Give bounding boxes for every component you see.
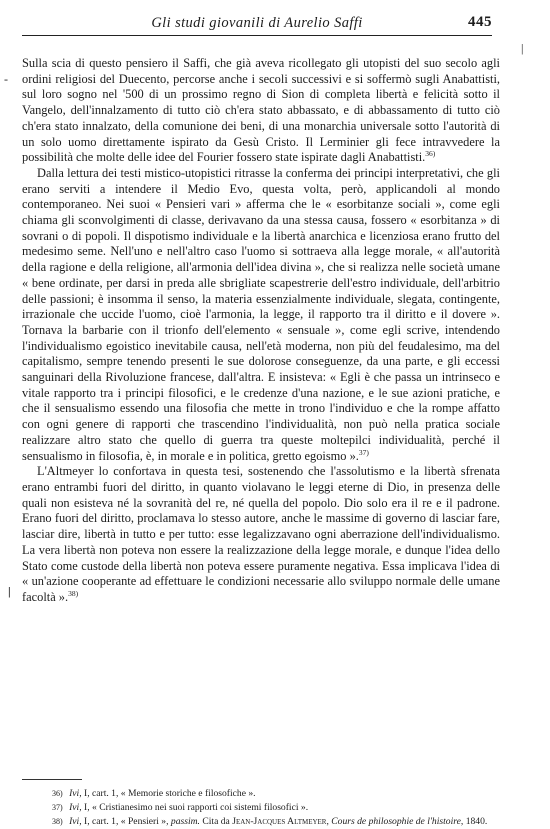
footnote-text: I, cart. 1, « Pensieri », bbox=[84, 816, 169, 827]
footnote-source: Ivi, bbox=[69, 802, 82, 813]
paragraph-1-text: Sulla scia di questo pensiero il Saffi, che già aveva ricollegato gli utopisti del suo secolo agli ordini religiosi del Duecento, percorse anche i secoli successivi e si soffermò sugli Anabattisti, sul loro sogno nel '500 di un prossimo regno di Sion di completa libertà e felicità sotto il Vangelo, dell'innalzamento di tutto ciò ch'era stato abbassato, e di abbassamento di tutto ciò ch'era stato innalzato, della comunione dei beni, di una monarchia universale sotto l'autorità di un solo uomo direttamente ispirato da Gesù Cristo. Il Lerminier gli fece intravvedere la possibilità che molte delle idee del Fourier fossero state ispirate dagli Anabattisti. bbox=[22, 56, 500, 165]
page-number: 445 bbox=[468, 14, 492, 30]
footnotes bbox=[22, 787, 500, 829]
paragraph-2-text: Dalla lettura dei testi mistico-utopistici ritrasse la conferma dei principi interpretativi, che gli erano serviti a intendere il Medio Evo, questa volta, però, applicandoli al mondo contemporaneo. Nei suoi « Pensieri vari » afferma che le « esorbitanze sociali », come egli chiama gli sconvolgimenti di classe, derivavano da una stessa causa, fossero « esorbitanza » di sovrani o di popoli. Il dispotismo individuale e la libertà anarchica e licenziosa erano frutto del medesimo seme. Nell'uno e nell'altro caso l'uomo si sottraeva alla legge morale, « all'autorità della ragione e della religione, all'armonia dell'idea divina », che si realizza nelle società umane « bene ordinate, per darsi in preda alle sbrigliate scapestrerie dell'estro individuale, dell'arbitrio delle passioni; è insomma il senso, la materia essenzialmente individuale, slegata, contingente, irrazionale che uccide l'uomo, cioè l'armonia, la legge, il rapporto tra il diritto e il dovere ». Tornava la barbarie con il trionfo dell'elemento « sensuale », come egli scrive, intendendo l'individualismo egoistico inevitabile causa, nell'età moderna, non più del feudalesimo, ma del capitalismo, sempre tenendo presenti le sue dolorose conseguenze, da una parte, e gli eccessi sanguinari della Rivoluzione francese, dall'altra. E insisteva: « Egli è che passa un intrinseco e vitale rapporto tra i principi filosofici, e le credenze d'una nazione, e le sue azioni pratiche, e che il sensualismo essendo una filosofia che mette in trono l'individuo e che la rompe affatto con ogni genere di rapporti che trascendino l'individualità, non può nella pratica sociale realizzare altro stato che quello di guerra tra queste moltepilci individualità, perché il sensualismo in filosofia, è, in morale e in politica, gretto egoismo ». bbox=[22, 165, 500, 463]
footnote-text: I, cart. 1, « Memorie storiche e filosofiche ». bbox=[84, 788, 256, 799]
footnote-cita: Cita da bbox=[202, 816, 230, 827]
footnote-source: Ivi, bbox=[69, 816, 82, 827]
paragraph-2 bbox=[22, 166, 500, 464]
footnote-ref-37[interactable]: 37) bbox=[358, 447, 369, 457]
footnote-number: 37) bbox=[52, 803, 63, 812]
paragraph-3-text: L'Altmeyer lo confortava in questa tesi, sostenendo che l'assolutismo e la libertà sfrenata erano entrambi fuori del diritto, in quanto violavano le leggi eterne di Dio, in presenza delle quali non esisteva né la sovranità del re, né quella del popolo. Dio solo era il re e il padrone. Erano fuori del diritto, proclamava lo stesso autore, anche le massime di governo di lasciar fare, lasciar dire, libertà in tutto e per tutto: esse legalizzavano ogni aberrazione dell'individualismo. La vera libertà non poteva non essere la realizzazione della legge morale, e dunque l'idea dello Stato come custode della libertà non poteva essere puramente negativa. Essa implicava l'idea di « un'azione cooperante ad effettuare le condizioni necessarie allo sviluppo normale delle umane facoltà ». bbox=[22, 464, 500, 604]
main-text bbox=[22, 56, 500, 606]
footnote-year: 1840. bbox=[465, 816, 488, 827]
footnote-38 bbox=[22, 815, 500, 829]
footnote-divider bbox=[22, 779, 82, 780]
footnote-author: Jean-Jacques Altmeyer, bbox=[232, 816, 329, 827]
paragraph-3 bbox=[22, 464, 500, 605]
margin-tick-mark: | bbox=[521, 41, 524, 55]
footnote-number: 36) bbox=[52, 789, 63, 798]
footnote-source: Ivi, bbox=[69, 788, 82, 799]
margin-bar-mark: | bbox=[8, 584, 11, 598]
margin-dash-mark: - bbox=[4, 72, 8, 86]
footnote-ref-36[interactable]: 36) bbox=[425, 149, 436, 159]
footnote-passim: passim. bbox=[170, 816, 200, 827]
footnote-ref-38[interactable]: 38) bbox=[68, 588, 79, 598]
footnote-number: 38) bbox=[52, 817, 63, 826]
footnote-37 bbox=[22, 801, 500, 815]
paragraph-1 bbox=[22, 56, 500, 166]
running-title: Gli studi giovanili di Aurelio Saffi bbox=[151, 15, 363, 31]
footnote-work-title: Cours de philosophie de l'histoire, bbox=[331, 816, 464, 827]
footnote-text: I, « Cristianesimo nei suoi rapporti coi sistemi filosofici ». bbox=[84, 802, 309, 813]
footnote-36 bbox=[22, 787, 500, 801]
page-header bbox=[22, 15, 492, 36]
